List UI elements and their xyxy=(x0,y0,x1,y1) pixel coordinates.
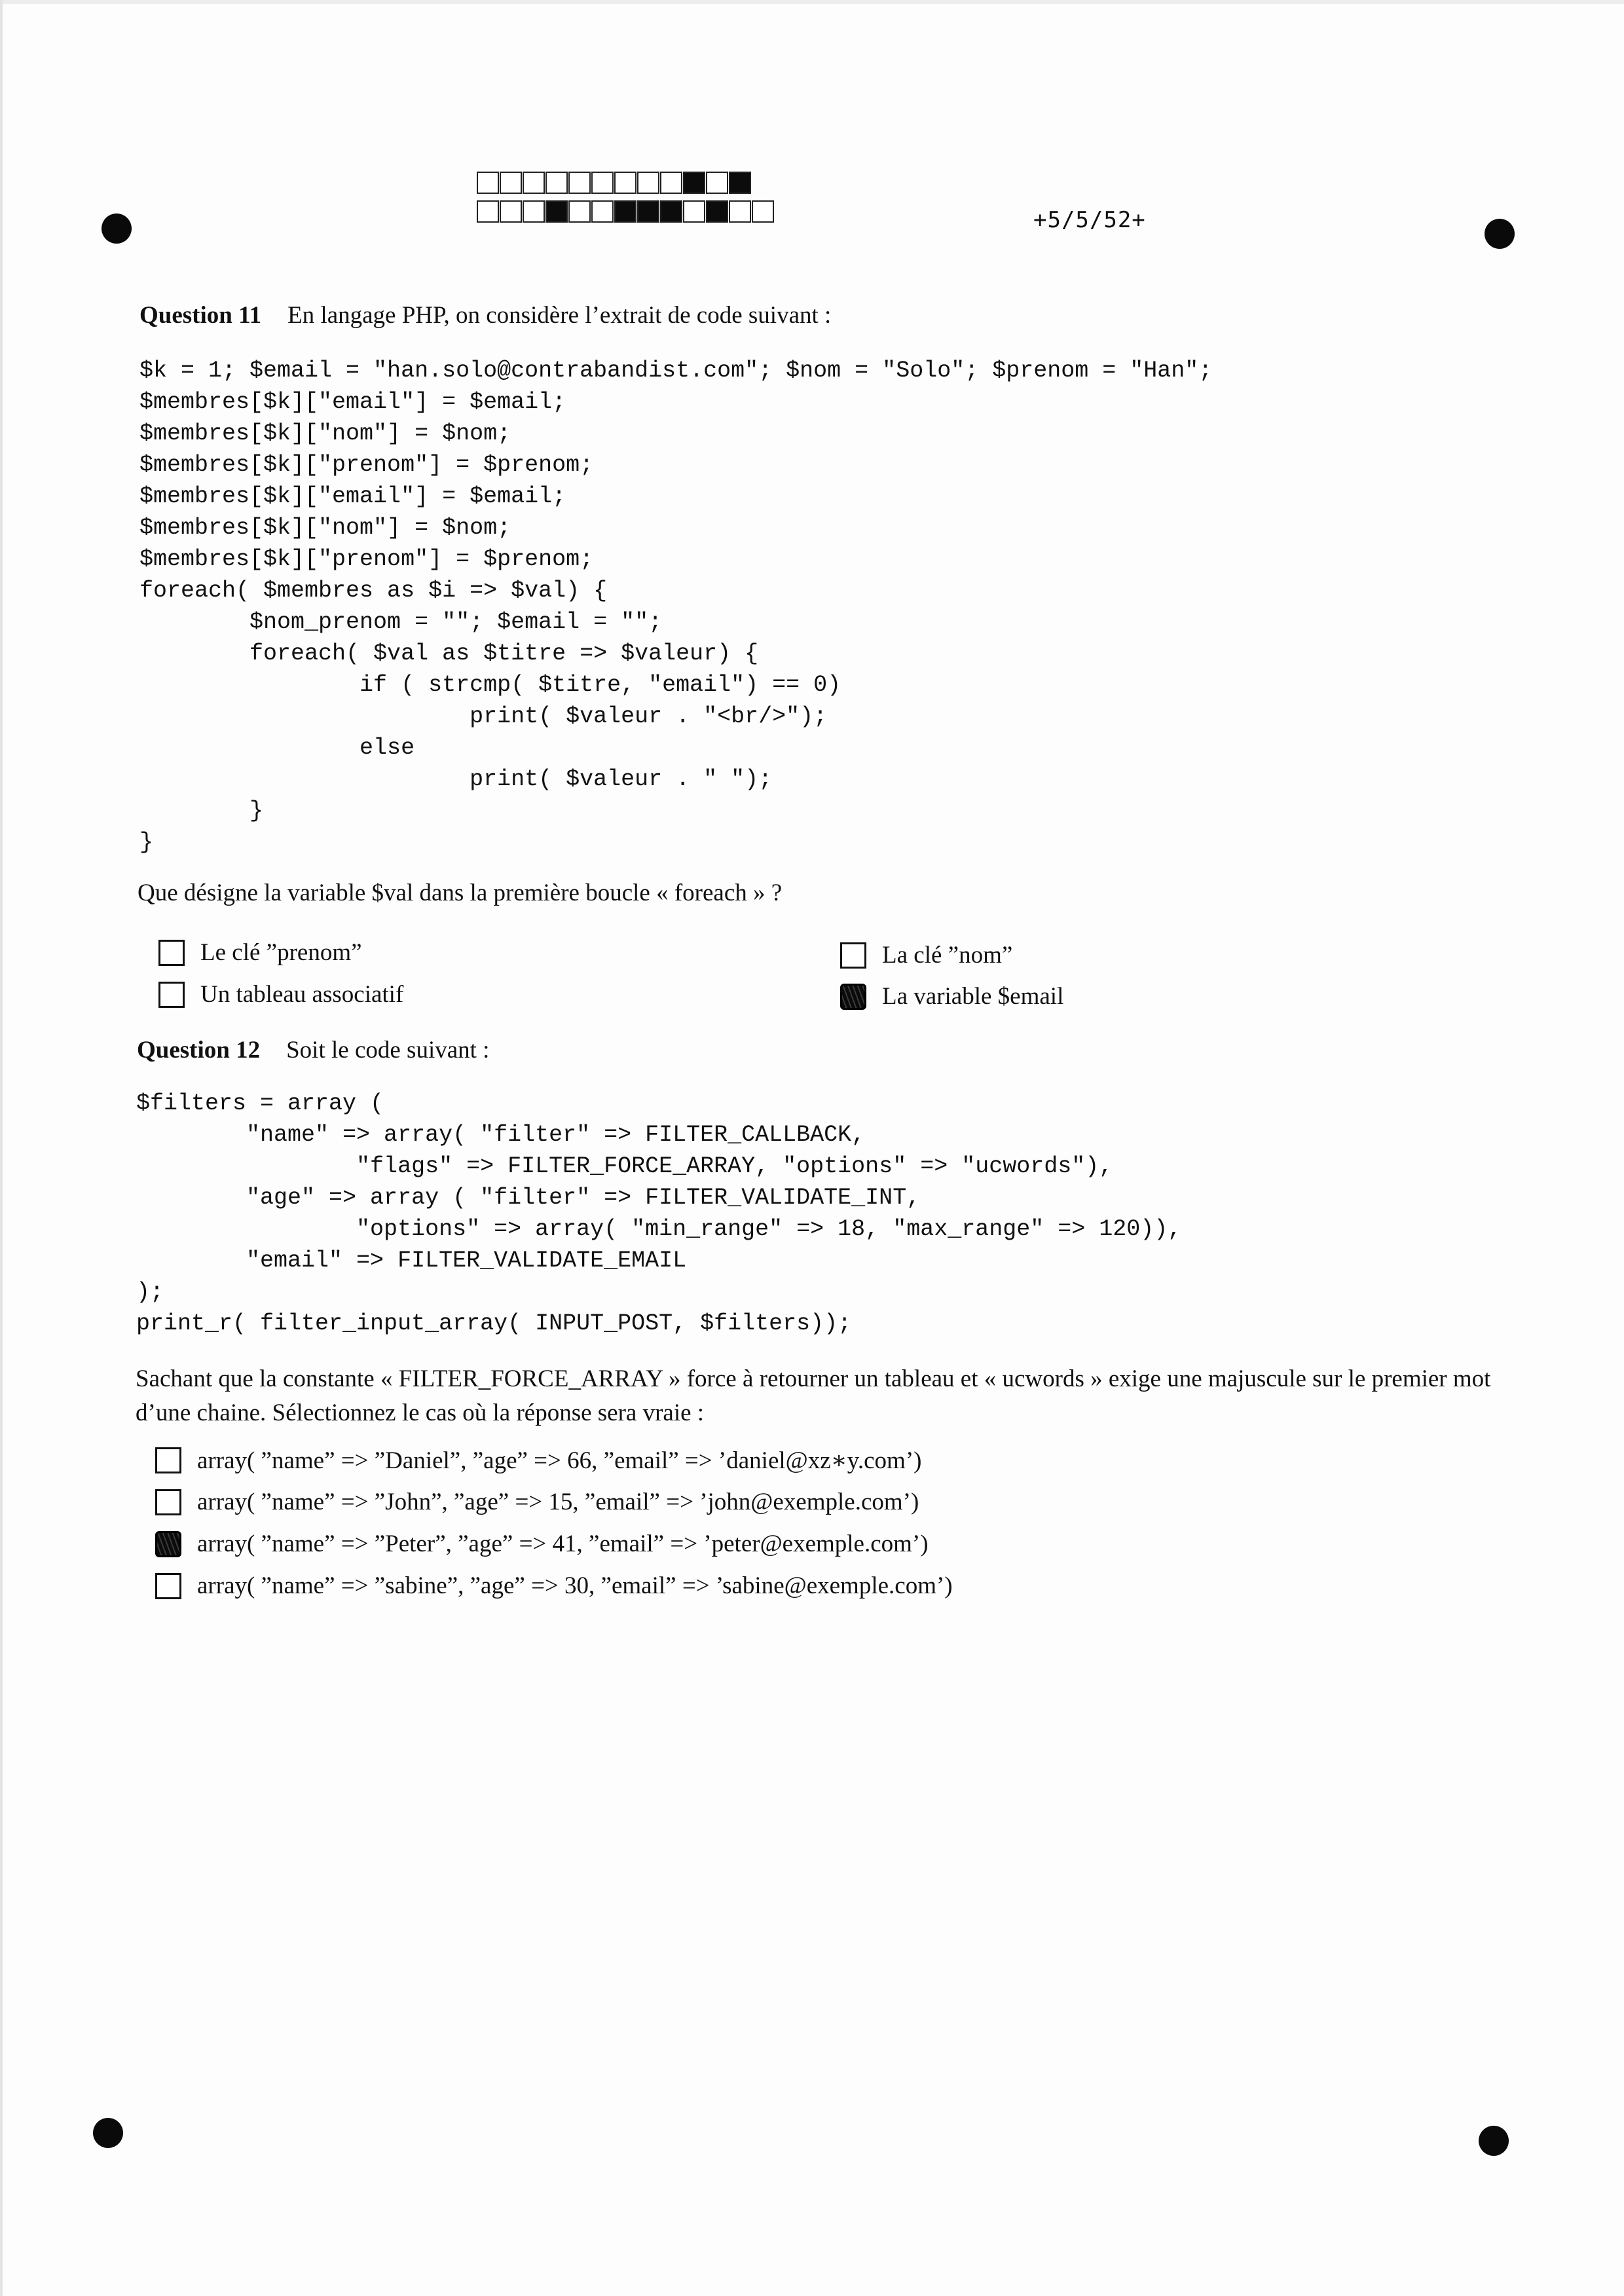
answer-checkbox[interactable] xyxy=(840,942,866,969)
answer-checkbox[interactable] xyxy=(155,1531,181,1557)
registration-mark-top-left xyxy=(101,213,132,244)
barcode-cell xyxy=(591,200,614,223)
barcode-cell xyxy=(752,200,774,223)
answer-label: Un tableau associatif xyxy=(200,981,404,1008)
registration-mark-bottom-right xyxy=(1479,2126,1509,2156)
barcode-cell xyxy=(614,200,637,223)
barcode-cell xyxy=(637,172,659,194)
question-text: En langage PHP, on considère l’extrait de code suivant : xyxy=(287,302,832,329)
question-12-code: $filters = array ( "name" => array( "filter" => FILTER_CALLBACK, "flags" => FILTER_FORCE_ARRAY, "options" => "ucwords"), "age" => array ( "filter" => FILTER_VALIDATE_INT, "options" => array( "min_range" => 18, "max_range" => 120)), "email" => FILTER_VALIDATE_EMAIL ); print_r( filter_input_array( INPUT_POST, $filters)); xyxy=(136,1090,1182,1337)
barcode-cell xyxy=(706,172,728,194)
student-id-barcode xyxy=(477,172,775,229)
answer-checkbox[interactable] xyxy=(155,1573,181,1599)
barcode-cell xyxy=(477,200,499,223)
barcode-cell xyxy=(660,172,682,194)
answer-checkbox[interactable] xyxy=(155,1489,181,1515)
barcode-cell xyxy=(545,200,568,223)
question-11-header xyxy=(139,301,831,329)
barcode-cell xyxy=(523,172,545,194)
answer-option[interactable] xyxy=(155,1446,921,1475)
answer-option[interactable] xyxy=(840,982,1063,1010)
answer-label: array( ”name” => ”Daniel”, ”age” => 66, ”email” => ’daniel@xz∗y.com’) xyxy=(197,1447,922,1474)
answer-label: La variable $email xyxy=(882,983,1064,1010)
page-identifier: +5/5/52+ xyxy=(1033,207,1146,233)
question-12-header xyxy=(137,1036,489,1064)
barcode-cell xyxy=(683,172,705,194)
barcode-cell xyxy=(729,172,751,194)
answer-label: array( ”name” => ”Peter”, ”age” => 41, ”email” => ’peter@exemple.com’) xyxy=(197,1530,929,1557)
question-number: Question 11 xyxy=(139,302,262,329)
answer-label: array( ”name” => ”John”, ”age” => 15, ”email” => ’john@exemple.com’) xyxy=(197,1489,919,1515)
question-number: Question 12 xyxy=(137,1037,261,1064)
answer-option[interactable] xyxy=(155,1530,929,1558)
barcode-cell xyxy=(545,172,568,194)
barcode-row xyxy=(477,200,775,224)
barcode-row xyxy=(477,172,775,195)
barcode-cell xyxy=(729,200,751,223)
barcode-cell xyxy=(660,200,682,223)
barcode-cell xyxy=(523,200,545,223)
answer-label: array( ”name” => ”sabine”, ”age” => 30, ”email” => ’sabine@exemple.com’) xyxy=(197,1572,953,1599)
question-12-prompt: Sachant que la constante « FILTER_FORCE_ARRAY » force à retourner un tableau et « ucwords » exige une majuscule sur le premier mot d’une chaine. Sélectionnez le cas où la réponse sera vraie : xyxy=(136,1365,1491,1426)
answer-option[interactable] xyxy=(158,938,362,967)
page-top-edge xyxy=(0,0,1624,4)
question-11-code: $k = 1; $email = "han.solo@contrabandist.com"; $nom = "Solo"; $prenom = "Han"; $membres[$k]["email"] = $email; $membres[$k]["nom"] = $nom; $membres[$k]["prenom"] = $prenom; $membres[$k]["email"] = $email; $membres[$k]["nom"] = $nom; $membres[$k]["prenom"] = $prenom; foreach( $membres as $i => $val) { $nom_prenom = ""; $email = ""; foreach( $val as $titre => $valeur) { if ( strcmp( $titre, "email") == 0) print( $valeur . "<br/>"); else print( $valeur . " "); } } xyxy=(139,358,1213,855)
barcode-cell xyxy=(683,200,705,223)
barcode-cell xyxy=(568,200,591,223)
question-11-prompt: Que désigne la variable $val dans la première boucle « foreach » ? xyxy=(138,880,783,906)
answer-option[interactable] xyxy=(158,980,403,1009)
barcode-cell xyxy=(706,200,728,223)
answer-option[interactable] xyxy=(155,1488,919,1516)
answer-option[interactable] xyxy=(155,1572,953,1600)
barcode-cell xyxy=(500,200,522,223)
question-text: Soit le code suivant : xyxy=(286,1037,490,1064)
barcode-cell xyxy=(477,172,499,194)
barcode-cell xyxy=(500,172,522,194)
answer-label: Le clé ”prenom” xyxy=(200,939,362,966)
registration-mark-top-right xyxy=(1485,219,1515,249)
answer-checkbox[interactable] xyxy=(158,982,185,1008)
barcode-cell xyxy=(614,172,637,194)
barcode-cell xyxy=(568,172,591,194)
barcode-cell xyxy=(591,172,614,194)
answer-checkbox[interactable] xyxy=(840,984,866,1010)
answer-checkbox[interactable] xyxy=(158,940,185,966)
answer-label: La clé ”nom” xyxy=(882,942,1013,969)
registration-mark-bottom-left xyxy=(93,2118,123,2148)
page-left-edge xyxy=(0,0,3,2296)
answer-checkbox[interactable] xyxy=(155,1447,181,1473)
answer-option[interactable] xyxy=(840,941,1012,969)
barcode-cell xyxy=(637,200,659,223)
